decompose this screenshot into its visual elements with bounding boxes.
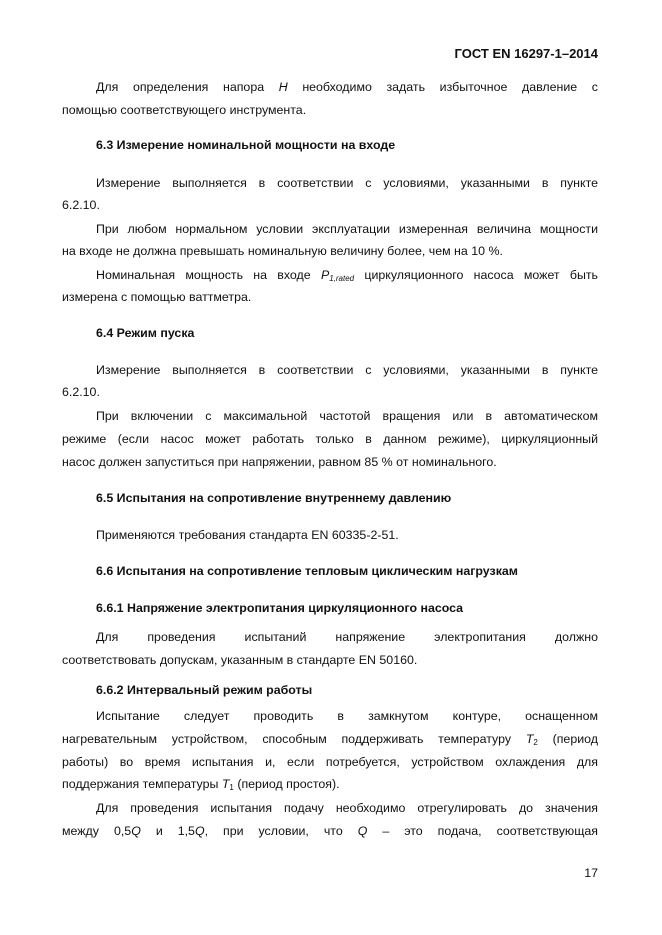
paragraph-line: Номинальная мощность на входе $P_{1,rated}$ циркуляционного насоса может быть: [96, 268, 598, 283]
paragraph-line: поддержания температуры $T_1$ (период простоя).: [62, 777, 340, 792]
paragraph-line: нагревательным устройством, способным поддерживать температуру $T_2$ (период: [62, 732, 598, 747]
section-heading-6-6-2: 6.6.2 Интервальный режим работы: [96, 683, 313, 697]
paragraph-line: работы) во время испытания и, если потребуется, устройством охлаждения для: [62, 755, 598, 769]
paragraph-line: помощью соответствующего инструмента.: [62, 103, 307, 117]
document-header: ГОСТ EN 16297-1–2014: [454, 46, 598, 61]
paragraph-line: Применяются требования стандарта EN 60335-2-51.: [96, 528, 399, 542]
section-heading-6-6-1: 6.6.1 Напряжение электропитания циркуляционного насоса: [96, 601, 464, 615]
section-heading-6-4: 6.4 Режим пуска: [96, 326, 195, 340]
page-number: 17: [584, 866, 598, 880]
paragraph-line: При любом нормальном условии эксплуатации измеренная величина мощности: [96, 222, 598, 236]
paragraph-line: насос должен запуститься при напряжении, равном 85 % от номинального.: [62, 455, 497, 469]
paragraph-line: режиме (если насос может работать только в данном режиме), циркуляционный: [62, 432, 598, 446]
paragraph-line: Измерение выполняется в соответствии с условиями, указанными в пункте: [96, 176, 598, 190]
section-heading-6-5: 6.5 Испытания на сопротивление внутреннему давлению: [96, 491, 452, 505]
section-heading-6-3: 6.3 Измерение номинальной мощности на входе: [96, 138, 396, 152]
paragraph-line: При включении с максимальной частотой вращения или в автоматическом: [96, 409, 598, 423]
paragraph-line: 6.2.10.: [62, 385, 100, 399]
paragraph-line: Для определения напора H необходимо задать избыточное давление с: [96, 80, 598, 94]
paragraph-line: Для проведения испытания подачу необходимо отрегулировать до значения: [96, 801, 598, 815]
paragraph-line: между 0,5Q и 1,5Q, при условии, что Q – это подача, соответствующая: [62, 824, 599, 838]
paragraph-line: на входе не должна превышать номинальную величину более, чем на 10 %.: [62, 244, 503, 258]
paragraph-line: измерена с помощью ваттметра.: [62, 290, 252, 304]
paragraph-line: Измерение выполняется в соответствии с условиями, указанными в пункте: [96, 363, 598, 377]
paragraph-line: Для проведения испытаний напряжение электропитания должно: [96, 630, 598, 644]
paragraph-line: соответствовать допускам, указанным в стандарте EN 50160.: [62, 653, 418, 667]
paragraph-line: 6.2.10.: [62, 198, 100, 212]
paragraph-line: Испытание следует проводить в замкнутом контуре, оснащенном: [96, 709, 598, 723]
section-heading-6-6: 6.6 Испытания на сопротивление тепловым циклическим нагрузкам: [96, 564, 518, 578]
